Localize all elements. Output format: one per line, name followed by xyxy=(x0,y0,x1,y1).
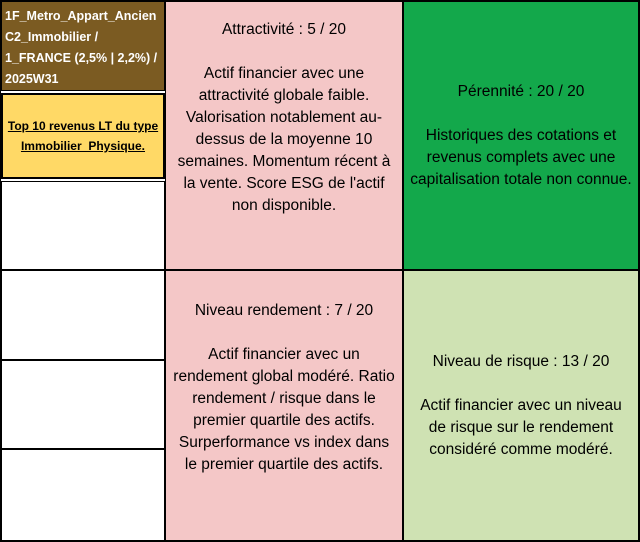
attractivite-panel xyxy=(165,1,403,270)
risque-panel xyxy=(403,270,639,541)
rendement-title: Niveau rendement : 7 / 20 xyxy=(194,302,374,319)
top-revenus-link-cell[interactable] xyxy=(1,93,165,179)
empty-cell-4 xyxy=(1,449,165,541)
empty-cell-3 xyxy=(1,360,165,449)
top-revenus-link[interactable]: Top 10 revenus LT du type Immobilier_Physique. xyxy=(7,119,159,153)
perennite-panel xyxy=(403,1,639,270)
perennite-title: Pérennité : 20 / 20 xyxy=(457,82,585,100)
empty-cell-1 xyxy=(1,181,165,270)
rendement-text: Actif financier avec un rendement global modéré. Ratio rendement / risque dans le premier quartile des actifs. Surperformance vs index dans le premier quartile des actifs. xyxy=(173,346,395,473)
rendement-panel xyxy=(165,270,403,541)
asset-identifier xyxy=(1,1,165,91)
risque-title: Niveau de risque : 13 / 20 xyxy=(432,352,610,370)
attractivite-title: Attractivité : 5 / 20 xyxy=(221,21,347,38)
risque-text: Actif financier avec un niveau de risque sur le rendement considéré comme modéré. xyxy=(420,396,622,458)
empty-cell-2 xyxy=(1,270,165,360)
asset-identifier-text: 1F_Metro_Appart_Ancien C2_Immobilier / 1_FRANCE (2,5% | 2,2%) / 2025W31 xyxy=(5,9,158,86)
perennite-text: Historiques des cotations et revenus complets avec une capitalisation totale non connue. xyxy=(410,126,632,188)
attractivite-text: Actif financier avec une attractivité globale faible. Valorisation notablement au-dessus de la moyenne 10 semaines. Momentum récent à la vente. Score ESG de l'actif non disponible. xyxy=(177,65,391,214)
